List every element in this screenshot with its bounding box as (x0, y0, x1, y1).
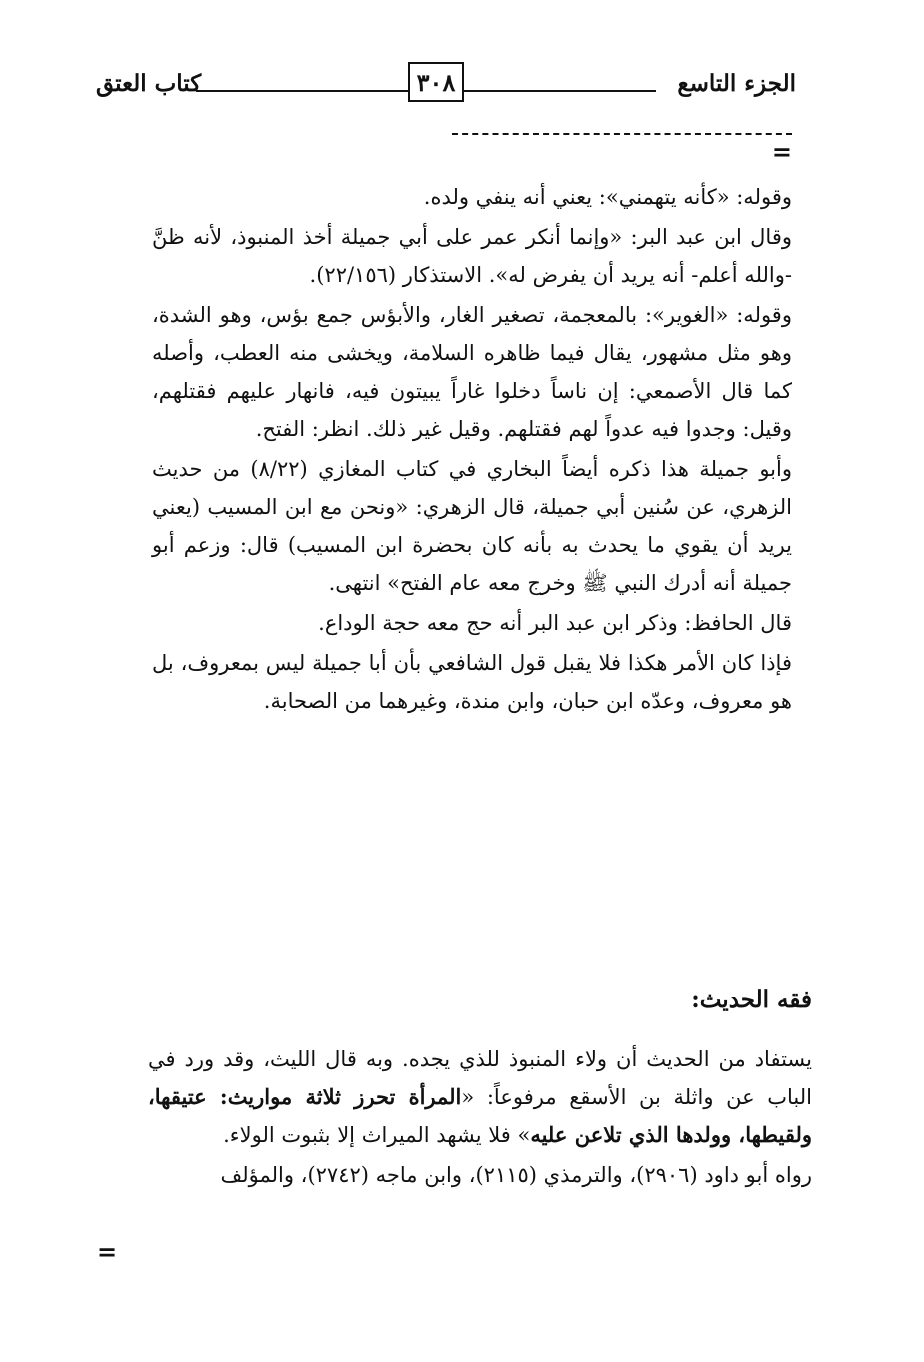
paragraph: فإذا كان الأمر هكذا فلا يقبل قول الشافعي بأن أبا جميلة ليس بمعروف، بل هو معروف، وعدّه ابن حبان، وابن مندة، وغيرهما من الصحابة. (152, 651, 792, 713)
paragraph: رواه أبو داود (٢٩٠٦)، والترمذي (٢١١٥)، وابن ماجه (٢٧٤٢)، والمؤلف (220, 1163, 812, 1187)
header-rule-left (196, 90, 408, 92)
paragraph: قال الحافظ: وذكر ابن عبد البر أنه حج معه حجة الوداع. (318, 611, 792, 635)
paragraph: وقال ابن عبد البر: «وإنما أنكر عمر على أبي جميلة أخذ المنبوذ، لأنه ظنَّ -والله أعلم- أنه يريد أن يفرض له». الاستذكار (٢٢/١٥٦). (152, 225, 792, 287)
footnote-continuation-rule (452, 133, 792, 135)
running-header (96, 62, 796, 114)
continuation-mark-top: = (771, 137, 792, 166)
header-book-title: كتاب العتق (96, 70, 202, 97)
page-number: ٣٠٨ (408, 62, 464, 102)
paragraph: وقوله: «الغوير»: بالمعجمة، تصغير الغار، والأبؤس جمع بؤس، وهو الشدة، وهو مثل مشهور، يقال فيما ظاهره السلامة، ويخشى منه العطب، وأصله كما قال الأصمعي: إن ناساً دخلوا غاراً يبيتون فيه، فانهار عليهم فقتلهم، وقيل: وجدوا فيه عدواً لهم فقتلهم. وقيل غير ذلك. انظر: الفتح. (152, 303, 792, 441)
section-heading: فقه الحديث: (691, 986, 812, 1013)
section-text (148, 1040, 812, 1196)
paragraph: وأبو جميلة هذا ذكره أيضاً البخاري في كتاب المغازي (٨/٢٢) من حديث الزهري، عن سُنين أبي جميلة، قال الزهري: «ونحن مع ابن المسيب (يعني يريد أن يقوي ما يحدث به بأنه كان بحضرة ابن المسيب) قال: وزعم أبو جميلة أنه أدرك النبي ﷺ وخرج معه عام الفتح» انتهى. (152, 457, 792, 595)
header-rule-right (462, 90, 656, 92)
header-part-title: الجزء التاسع (677, 70, 796, 97)
text-run: » فلا يشهد الميراث إلا بثبوت الولاء. (223, 1123, 531, 1147)
paragraph: وقوله: «كأنه يتهمني»: يعني أنه ينفي ولده. (423, 185, 792, 209)
continuation-mark-bottom: = (97, 1237, 118, 1266)
text-run: يستفاد من الحديث أن ولاء المنبوذ للذي يجده. وبه قال الليث، وقد ورد في الباب عن واثلة بن الأسقع مرفوعاً: « (148, 1047, 812, 1109)
hadith-quote: المرأة تحرز ثلاثة مواريث: عتيقها، ولقيطها، وولدها الذي تلاعن عليه (148, 1084, 812, 1147)
paragraph (148, 1040, 812, 1154)
footnote-text (152, 178, 792, 722)
